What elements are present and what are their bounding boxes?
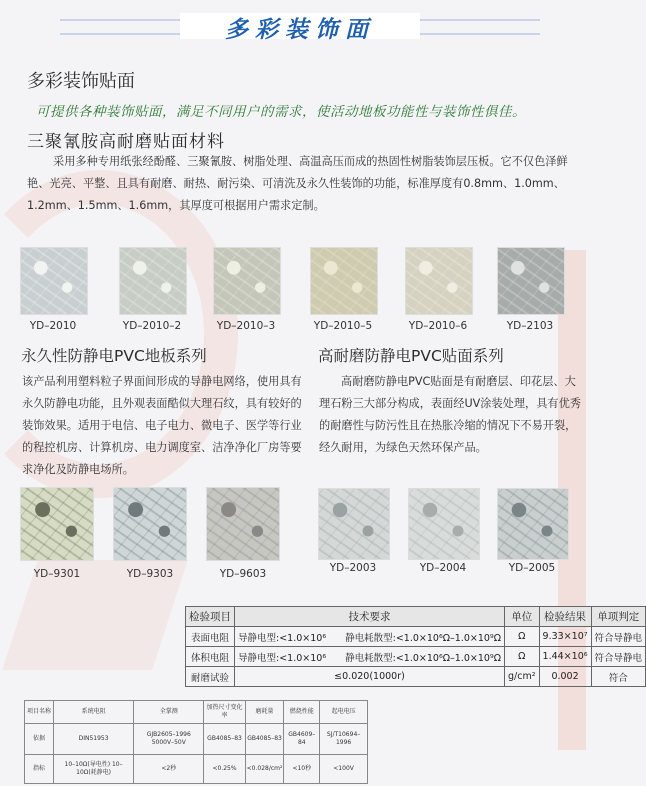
section-heading: 多彩装饰贴面 — [27, 71, 135, 92]
standards-header-cell: 起电电压 — [320, 701, 368, 724]
standards-cell: GB4085–83 — [204, 724, 245, 755]
left-series-description: 该产品利用塑料粒子界面间形成的导静电网络，使用具有永久防静电功能，且外观表面酷似大理石纹，具有较好的装饰效果。适用于电信、电子电力、微电子、医学等行业的程控机房、计算机房、电力调度室、洁净净化厂房等要求净化及防静电场所。 — [22, 375, 302, 476]
sample-code-label: YD–2010–2 — [122, 320, 182, 332]
standards-table-header — [25, 701, 368, 724]
standards-cell: <2秒 — [134, 755, 204, 784]
spec-header-cell: 单项判定 — [591, 607, 646, 627]
sample-code-label: YD–9303 — [126, 568, 174, 580]
standards-cell: 10–10Ω(导电性) 10–10Ω(耗静电) — [54, 755, 134, 784]
sample-tile-image — [119, 247, 187, 315]
spec-header-cell: 检验结果 — [539, 607, 591, 627]
spec-table — [185, 606, 646, 687]
title-banner — [0, 9, 600, 41]
sample-code-label: YD–2004 — [419, 562, 467, 574]
spec-table-header — [186, 607, 646, 627]
spec-cell: 导静电型:<1.0×10⁶ 静电耗散型:<1.0×10⁶Ω–1.0×10⁹Ω — [235, 647, 505, 667]
standards-header-cell: 项目名称 — [25, 701, 54, 724]
standards-cell: GB4085–83 — [245, 724, 284, 755]
sub-heading: 三聚氰胺高耐磨贴面材料 — [27, 132, 225, 152]
standards-cell: 指标 — [25, 755, 54, 784]
standards-header-cell: 燃烧性能 — [284, 701, 320, 724]
spec-header-cell: 检验项目 — [186, 607, 235, 627]
spec-header-cell: 单位 — [505, 607, 540, 627]
sample-tile-image — [206, 487, 280, 561]
spec-header-cell: 技术要求 — [235, 607, 505, 627]
standards-cell: <0.25% — [204, 755, 245, 784]
table-row — [25, 755, 368, 784]
standards-header-cell: 加热尺寸变化率 — [204, 701, 245, 724]
spec-cell: 耐磨试验 — [186, 667, 235, 687]
sample-tile-image — [113, 487, 187, 561]
sample-tile-image — [497, 247, 565, 315]
slogan-text: 可提供各种装饰贴面，满足不同用户的需求，使活动地板功能性与装饰性俱佳。 — [36, 104, 526, 120]
sample-tile-image — [20, 487, 94, 561]
standards-cell: SJ/T10694–1996 — [320, 724, 368, 755]
spec-cell: g/cm² — [505, 667, 540, 687]
table-row — [25, 724, 368, 755]
spec-cell: 表面电阻 — [186, 627, 235, 647]
spec-cell: 符合导静电 — [591, 627, 646, 647]
spec-cell: Ω — [505, 647, 540, 667]
sample-code-label: YD–2010 — [29, 320, 77, 332]
standards-header-cell: 全掌测 — [134, 701, 204, 724]
spec-cell: 符合 — [591, 667, 646, 687]
spec-cell: 9.33×10⁷ — [539, 627, 591, 647]
standards-cell: GJB2605–1996 5000V–50V — [134, 724, 204, 755]
sample-code-label: YD–2103 — [506, 320, 554, 332]
standards-cell: GB4609–84 — [284, 724, 320, 755]
sample-code-label: YD–2010–3 — [216, 320, 276, 332]
spec-cell: ≤0.020(1000r) — [235, 667, 505, 687]
spec-cell: 符合导静电 — [591, 647, 646, 667]
banner-title: 多彩装饰面 — [225, 17, 375, 43]
standards-header-cell: 磨耗量 — [245, 701, 284, 724]
table-row — [186, 627, 646, 647]
spec-cell: 0.002 — [539, 667, 591, 687]
sample-code-label: YD–9603 — [219, 568, 267, 580]
left-series-heading: 永久性防静电PVC地板系列 — [21, 347, 207, 365]
sample-tile-image — [405, 247, 473, 315]
description-paragraph: 采用多种专用纸张经酚醛、三聚氰胺、树脂处理、高温高压而成的热固性树脂装饰层压板。它不仅色泽鲜艳、光亮、平整、且具有耐磨、耐热、耐污染、可清洗及永久性装饰的功能，标准厚度有0.8mm、1.0mm、1.2mm、1.5mm、1.6mm，其厚度可根据用户需求定制。 — [27, 155, 568, 212]
right-series-description: 高耐磨防静电PVC贴面是有耐磨层、印花层、大理石粉三大部分构成，表面经UV涂装处理，具有优秀的耐磨性与防污性且在热胀冷缩的情况下不易开裂，经久耐用，为绿色天然环保产品。 — [319, 375, 581, 454]
spec-cell: 体积电阻 — [186, 647, 235, 667]
sample-tile-image — [310, 247, 378, 315]
standards-cell: <0.028/cm² — [245, 755, 284, 784]
standards-cell: 依据 — [25, 724, 54, 755]
sample-tile-image — [213, 247, 281, 315]
sample-code-label: YD–2005 — [508, 562, 556, 574]
sample-code-label: YD–2003 — [329, 562, 377, 574]
spec-cell: Ω — [505, 627, 540, 647]
standards-header-cell: 系统电阻 — [54, 701, 134, 724]
sample-code-label: YD–2010–6 — [408, 320, 468, 332]
standards-table — [24, 700, 368, 784]
sample-tile-image — [20, 247, 88, 315]
standards-cell: <10秒 — [284, 755, 320, 784]
sample-tile-image — [318, 488, 390, 560]
table-row — [186, 647, 646, 667]
right-series-heading: 高耐磨防静电PVC贴面系列 — [318, 347, 504, 365]
table-row — [186, 667, 646, 687]
standards-cell: <100V — [320, 755, 368, 784]
spec-cell: 导静电型:<1.0×10⁶ 静电耗散型:<1.0×10⁶Ω–1.0×10⁹Ω — [235, 627, 505, 647]
spec-cell: 1.44×10⁶ — [539, 647, 591, 667]
sample-tile-image — [408, 488, 480, 560]
sample-tile-image — [497, 488, 569, 560]
sample-code-label: YD–9301 — [33, 568, 81, 580]
standards-cell: DIN51953 — [54, 724, 134, 755]
sample-code-label: YD–2010–5 — [313, 320, 373, 332]
